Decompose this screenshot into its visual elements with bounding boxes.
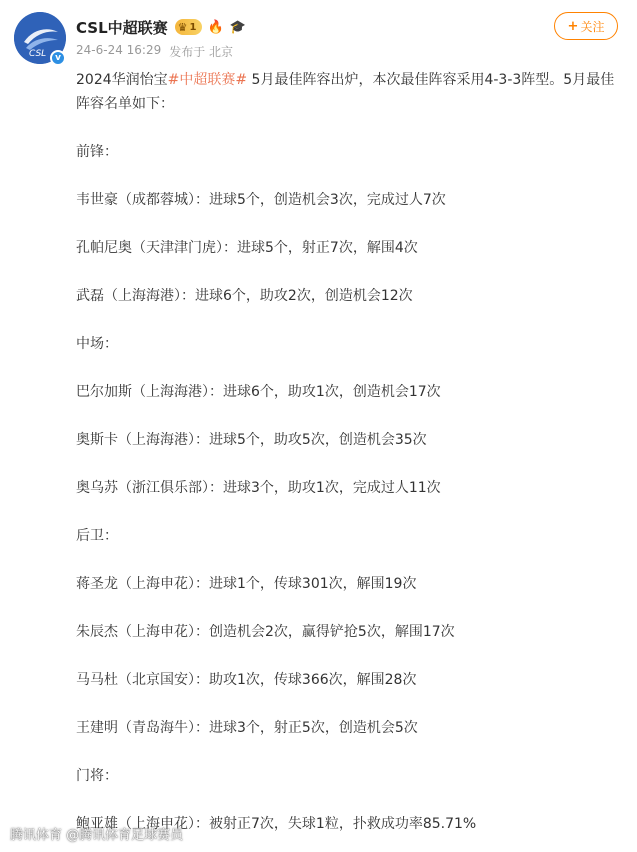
list-item: 孔帕尼奥（天津津门虎）：进球5个，射正7次，解围4次 <box>76 240 418 256</box>
section-midfield: 中场： <box>76 336 118 352</box>
list-item: 鲍亚雄（上海申花）：被射正7次，失球1粒，扑救成功率85.71% <box>76 816 477 832</box>
section-forwards: 前锋： <box>76 144 118 160</box>
list-item: 韦世豪（成都蓉城）：进球5个，创造机会3次，完成过人7次 <box>76 192 446 208</box>
verified-badge-icon: v <box>50 50 66 66</box>
author-row <box>76 16 246 38</box>
svg-text:CSL: CSL <box>29 49 47 59</box>
plus-icon: + <box>567 18 579 34</box>
level-badge-value: 1 <box>189 21 197 33</box>
list-item: 武磊（上海海港）：进球6个，助攻2次，创造机会12次 <box>76 288 413 304</box>
post-meta <box>76 43 233 60</box>
post-timestamp[interactable]: 24-6-24 16:29 <box>76 43 162 57</box>
crown-badge-icon[interactable]: ♛ 1 <box>175 19 202 35</box>
topic-tag-link[interactable]: #中超联赛# <box>167 72 248 88</box>
follow-button[interactable] <box>554 12 618 40</box>
post-intro <box>76 68 616 116</box>
intro-prefix: 2024华润怡宝 <box>76 72 168 88</box>
intro-suffix: 5月最佳阵容出炉，本次最佳阵容采用4-3-3阵型。5月最佳阵容名单如下： <box>76 72 615 112</box>
list-item: 马马杜（北京国安）：助攻1次，传球366次，解围28次 <box>76 672 417 688</box>
follow-label: 关注 <box>580 19 605 34</box>
graduate-cap-icon[interactable]: 🎓 <box>229 19 246 35</box>
fire-badge-icon[interactable]: 🔥 <box>207 19 224 35</box>
list-item: 巴尔加斯（上海海港）：进球6个，助攻1次，创造机会17次 <box>76 384 441 400</box>
list-item: 奥斯卡（上海海港）：进球5个，助攻5次，创造机会35次 <box>76 432 427 448</box>
list-item: 朱辰杰（上海申花）：创造机会2次，赢得铲抢5次，解围17次 <box>76 624 455 640</box>
watermark-text: 腾讯体育 @腾讯体育足球赛员 <box>10 828 184 843</box>
list-item: 蒋圣龙（上海申花）：进球1个，传球301次，解围19次 <box>76 576 417 592</box>
list-item: 奥乌苏（浙江俱乐部）：进球3个，助攻1次，完成过人11次 <box>76 480 441 496</box>
list-item: 王建明（青岛海牛）：进球3个，射正5次，创造机会5次 <box>76 720 418 736</box>
section-goalkeeper: 门将： <box>76 768 118 784</box>
section-defenders: 后卫： <box>76 528 118 544</box>
author-name[interactable]: CSL中超联赛 <box>76 18 168 37</box>
post-source: 发布于 北京 <box>169 45 234 59</box>
post-header <box>0 0 637 68</box>
